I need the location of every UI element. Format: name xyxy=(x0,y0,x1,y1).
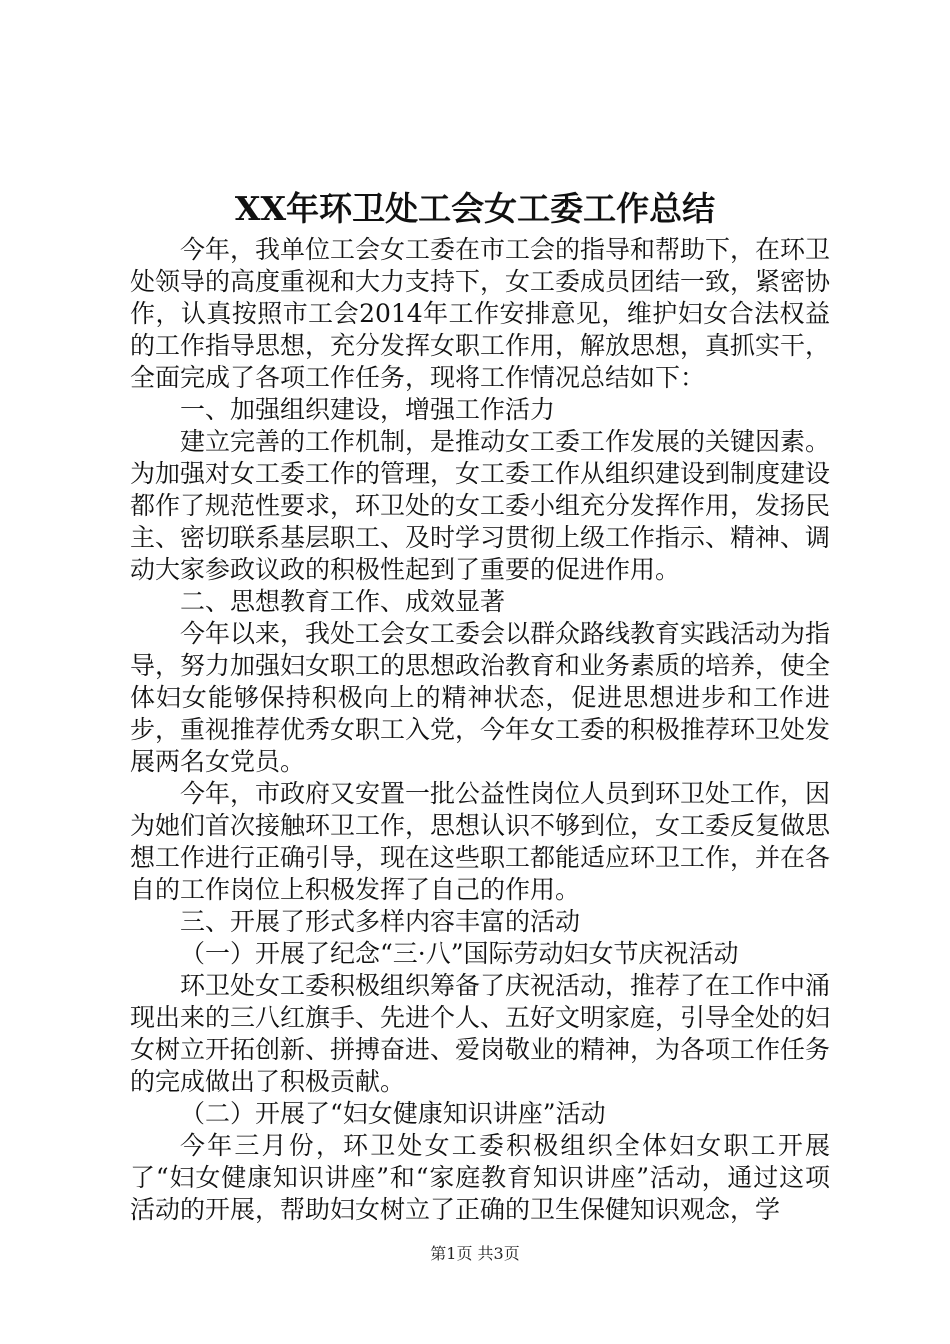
section-heading-2: 二、思想教育工作、成效显著 xyxy=(180,587,506,616)
paragraph: 今年以来，我处工会女工委会以群众路线教育实践活动为指导，努力加强妇女职工的思想政治教育和业务素质的培养，使全体妇女能够保持积极向上的精神状态，促进思想进步和工作进步，重视推荐优秀女职工入党，今年女工委的积极推荐环卫处发展两名女党员。 xyxy=(130,619,831,776)
section-heading-1: 一、加强组织建设，增强工作活力 xyxy=(180,395,556,424)
paragraph: 今年，市政府又安置一批公益性岗位人员到环卫处工作，因为她们首次接触环卫工作，思想认识不够到位，女工委反复做思想工作进行正确引导，现在这些职工都能适应环卫工作，并在各自的工作岗位上积极发挥了自己的作用。 xyxy=(130,779,831,904)
document-title: XX年环卫处工会女工委工作总结 xyxy=(234,189,716,228)
subsection-heading-2: （二）开展了“妇女健康知识讲座”活动 xyxy=(180,1099,606,1128)
section-heading-3: 三、开展了形式多样内容丰富的活动 xyxy=(180,907,581,936)
paragraph: 今年三月份，环卫处女工委积极组织全体妇女职工开展了“妇女健康知识讲座”和“家庭教育知识讲座”活动，通过这项活动的开展，帮助妇女树立了正确的卫生保健知识观念，学 xyxy=(130,1131,830,1224)
page-number-footer: 第1页 共3页 xyxy=(430,1244,520,1263)
paragraph: 环卫处女工委积极组织筹备了庆祝活动，推荐了在工作中涌现出来的三八红旗手、先进个人、五好文明家庭，引导全处的妇女树立开拓创新、拼搏奋进、爱岗敬业的精神，为各项工作任务的完成做出了积极贡献。 xyxy=(130,971,831,1096)
paragraph-intro: 今年，我单位工会女工委在市工会的指导和帮助下，在环卫处领导的高度重视和大力支持下，女工委成员团结一致，紧密协作，认真按照市工会2014年工作安排意见，维护妇女合法权益的工作指导思想，充分发挥女职工作用，解放思想，真抓实干，全面完成了各项工作任务，现将工作情况总结如下： xyxy=(130,235,831,392)
subsection-heading-1: （一）开展了纪念“三·八”国际劳动妇女节庆祝活动 xyxy=(180,939,739,968)
paragraph: 建立完善的工作机制，是推动女工委工作发展的关键因素。为加强对女工委工作的管理，女工委工作从组织建设到制度建设都作了规范性要求，环卫处的女工委小组充分发挥作用，发扬民主、密切联系基层职工、及时学习贯彻上级工作指示、精神、调动大家参政议政的积极性起到了重要的促进作用。 xyxy=(130,427,831,584)
document-body xyxy=(130,234,830,1226)
